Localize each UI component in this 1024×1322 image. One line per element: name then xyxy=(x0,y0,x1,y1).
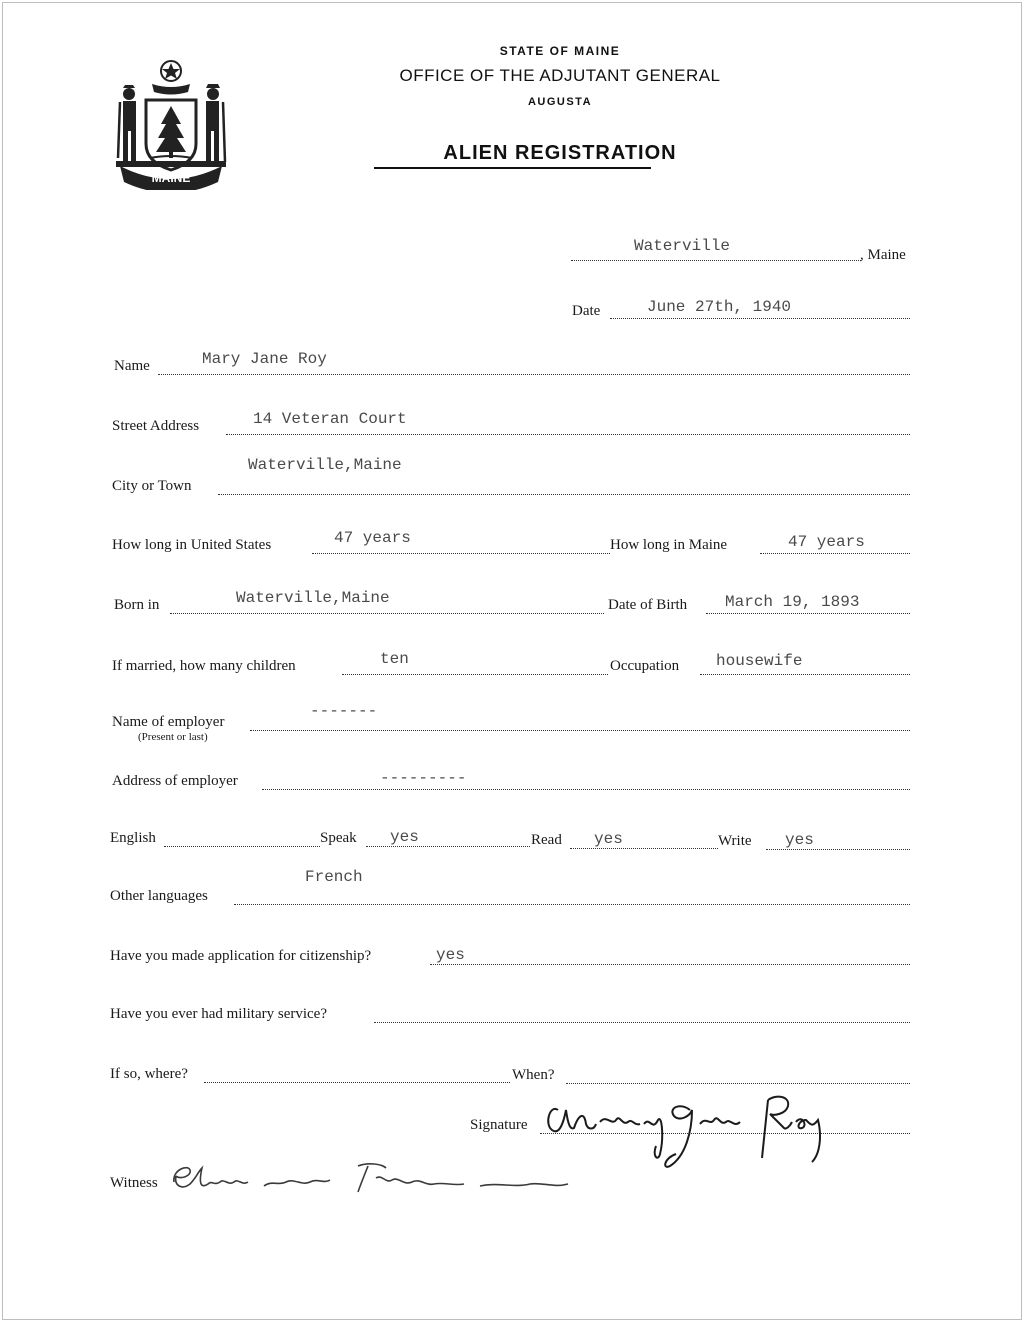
children-value[interactable]: ten xyxy=(380,650,409,668)
date-of-birth-value[interactable]: March 19, 1893 xyxy=(725,593,860,611)
street-address-label: Street Address xyxy=(112,418,200,434)
header-office: OFFICE OF THE ADJUTANT GENERAL xyxy=(399,66,721,85)
name-label: Name xyxy=(114,358,150,374)
date-of-birth-label: Date of Birth xyxy=(608,597,688,613)
place-suffix-label: , Maine xyxy=(860,247,906,263)
when-label: When? xyxy=(512,1067,555,1083)
employer-address-value[interactable]: --------- xyxy=(380,769,467,787)
header-city: AUGUSTA xyxy=(527,96,593,108)
occupation-label: Occupation xyxy=(610,658,680,674)
children-label: If married, how many children xyxy=(112,658,296,674)
citizenship-label: Have you made application for citizenship? xyxy=(110,948,372,964)
how-long-us-label: How long in United States xyxy=(112,537,272,553)
born-in-label: Born in xyxy=(114,597,160,613)
read-label: Read xyxy=(531,832,562,848)
how-long-maine-label: How long in Maine xyxy=(610,537,728,553)
employer-name-value[interactable]: ------- xyxy=(310,702,378,720)
how-long-maine-value[interactable]: 47 years xyxy=(788,533,865,551)
read-value[interactable]: yes xyxy=(594,830,623,848)
street-address-value[interactable]: 14 Veteran Court xyxy=(253,410,407,428)
other-languages-value[interactable]: French xyxy=(305,868,363,886)
where-label: If so, where? xyxy=(110,1066,188,1082)
speak-label: Speak xyxy=(320,830,357,846)
english-label: English xyxy=(110,830,156,846)
born-in-value[interactable]: Waterville,Maine xyxy=(236,589,390,607)
military-label: Have you ever had military service? xyxy=(110,1006,327,1022)
page-title: ALIEN REGISTRATION xyxy=(443,142,677,164)
employer-name-sublabel: (Present or last) xyxy=(138,731,208,743)
employer-name-label: Name of employer xyxy=(112,714,225,730)
city-or-town-value[interactable]: Waterville,Maine xyxy=(248,456,402,474)
occupation-value[interactable]: housewife xyxy=(716,652,803,670)
witness-handwriting-icon xyxy=(168,1156,588,1200)
signature-label: Signature xyxy=(470,1117,528,1133)
date-label: Date xyxy=(572,303,601,319)
state-seal-icon xyxy=(112,58,230,190)
date-value[interactable]: June 27th, 1940 xyxy=(647,298,792,316)
seal-ribbon-label: MAINE xyxy=(151,171,191,185)
write-value[interactable]: yes xyxy=(785,831,814,849)
citizenship-value[interactable]: yes xyxy=(436,946,465,964)
title-underline xyxy=(374,167,651,169)
other-languages-label: Other languages xyxy=(110,888,208,904)
employer-address-label: Address of employer xyxy=(112,773,238,789)
header-state: STATE OF MAINE xyxy=(499,44,621,58)
witness-label: Witness xyxy=(110,1175,158,1191)
name-value[interactable]: Mary Jane Roy xyxy=(202,350,327,368)
write-label: Write xyxy=(718,833,752,849)
place-value[interactable]: Waterville xyxy=(634,237,731,255)
how-long-us-value[interactable]: 47 years xyxy=(334,529,411,547)
speak-value[interactable]: yes xyxy=(390,828,419,846)
city-or-town-label: City or Town xyxy=(112,478,192,494)
